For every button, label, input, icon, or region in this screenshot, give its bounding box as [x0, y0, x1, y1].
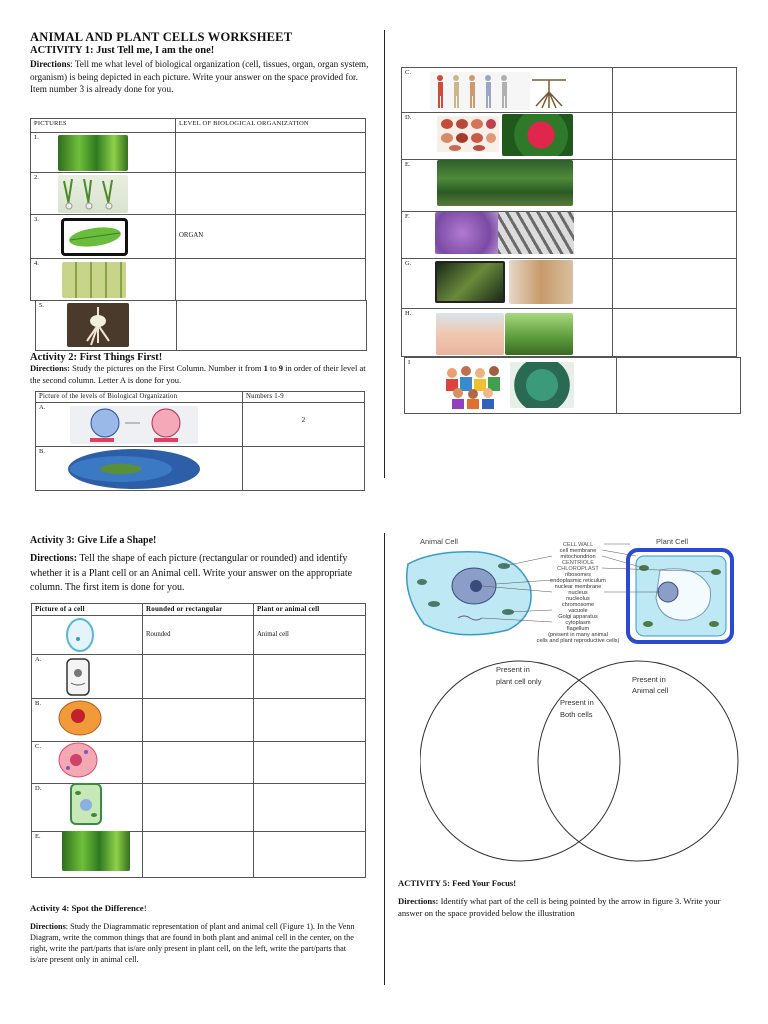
microscope-tissue-image: [435, 212, 503, 254]
answer-cell[interactable]: [613, 309, 737, 357]
answer-cell[interactable]: [143, 832, 254, 878]
answer-cell[interactable]: [177, 301, 367, 351]
answer-cell[interactable]: 2: [243, 403, 365, 447]
answer-cell[interactable]: [143, 699, 254, 742]
activity3-heading: Activity 3: Give Life a Shape!: [30, 535, 157, 546]
answer-cell[interactable]: [613, 259, 737, 309]
page-divider-top: [384, 30, 385, 478]
activity1-heading: ACTIVITY 1: Just Tell me, I am the one!: [30, 45, 215, 56]
leaves-cluster-image: [510, 362, 574, 408]
table-row: D.: [402, 113, 737, 160]
table-row: 4.: [31, 259, 366, 301]
svg-text:nucleolus: nucleolus: [566, 596, 590, 602]
activity1-directions: Directions: Tell me what level of biological organization (cell, tissues, organ, organ system, organism) is being depicted in each picture. Write your answer on the space provided for. Item number 3 is already done for you.: [30, 59, 369, 94]
activity2-heading: Activity 2: First Things First!: [30, 352, 163, 363]
activity5-directions: Directions: Identify what part of the cell is being pointed by the arrow in figure 3. Write your answer on the space provided below the illustration: [398, 896, 721, 918]
world-map-image: [68, 449, 200, 489]
venn-left-label-2: plant cell only: [496, 677, 542, 686]
table-row: I: [405, 358, 741, 414]
root-plant-image: [67, 303, 129, 347]
table-row: C.: [402, 68, 737, 113]
plant-cell-title: Plant Cell: [656, 537, 689, 546]
answer-cell[interactable]: [613, 212, 737, 259]
table-row: D.: [32, 784, 366, 832]
baby-image: [436, 313, 504, 355]
svg-text:endoplasmic reticulum: endoplasmic reticulum: [550, 578, 606, 584]
venn-left-circle: [420, 661, 620, 861]
page-divider-bottom: [384, 533, 385, 985]
leaf-tissue-image: [58, 135, 128, 171]
answer-cell[interactable]: [613, 113, 737, 160]
table-row: A.: [32, 655, 366, 699]
activity3-directions: Directions: Tell the shape of each picture (rectangular or rounded) and identify whether it is a Plant cell or an Animal cell. Write your answer on the appropriate column. The first item is done for you.: [30, 553, 353, 593]
col-level: LEVEL OF BIOLOGICAL ORGANIZATION: [176, 119, 366, 133]
answer-cell[interactable]: Rounded: [143, 616, 254, 655]
plant-cell-green-image: [68, 781, 104, 827]
leaf-dark-image: [435, 261, 505, 303]
answer-cell[interactable]: [143, 784, 254, 832]
answer-cell[interactable]: [143, 742, 254, 784]
answer-cell[interactable]: [176, 173, 366, 215]
answer-cell[interactable]: ORGAN: [176, 215, 366, 259]
plant-cells-image: [62, 262, 126, 298]
svg-text:chromosome: chromosome: [561, 602, 595, 608]
answer-cell[interactable]: [254, 655, 366, 699]
svg-text:cytoplasm: cytoplasm: [565, 620, 591, 626]
answer-cell[interactable]: [143, 655, 254, 699]
svg-text:flagellum: flagellum: [566, 626, 590, 632]
activity4-directions: Directions: Study the Diagrammatic representation of plant and animal cell (Figure 1). In the Venn Diagram, write the common things that are found in both plant and animal cell in the center, on the right, write the part/parts that is/are only present in plant cell, on the left, write the part/parts that is/are present only in animal cell.: [30, 922, 355, 964]
answer-cell[interactable]: [617, 358, 741, 414]
svg-text:ribosomes: ribosomes: [565, 572, 591, 578]
col-shape: Rounded or rectangular: [143, 604, 254, 616]
svg-text:Golgi apparatus: Golgi apparatus: [558, 614, 598, 620]
organs-image: [437, 116, 499, 152]
svg-text:mitochondrion: mitochondrion: [560, 554, 596, 560]
svg-text:(present in many animal: (present in many animal: [548, 632, 608, 638]
plant-tissue-image: [498, 212, 574, 254]
venn-right-label-2: Animal cell: [632, 686, 669, 695]
svg-text:vacuole: vacuole: [568, 608, 588, 614]
venn-center-label-2: Both cells: [560, 710, 593, 719]
svg-text:nuclear membrane: nuclear membrane: [554, 584, 602, 590]
activity4-heading: Activity 4: Spot the Difference!: [30, 903, 147, 913]
answer-cell[interactable]: Animal cell: [254, 616, 366, 655]
animal-cell-title: Animal Cell: [420, 537, 458, 546]
answer-cell[interactable]: [243, 447, 365, 491]
answer-cell[interactable]: [254, 699, 366, 742]
animal-cell-blue-image: [62, 617, 98, 653]
table-row: A. 2: [36, 403, 365, 447]
answer-cell[interactable]: [254, 832, 366, 878]
table-row: 1.: [31, 133, 366, 173]
cells-to-tissue-image: [70, 406, 198, 444]
table-row: 2.: [31, 173, 366, 215]
answer-cell[interactable]: [176, 259, 366, 301]
plant-animal-cell-diagram: [398, 534, 744, 650]
answer-cell[interactable]: [613, 68, 737, 113]
human-body-systems-image: [430, 72, 530, 110]
person-dog-image: [509, 260, 573, 304]
table-row: E.: [32, 832, 366, 878]
activity2-directions: Directions: Study the pictures on the First Column. Number it from 1 to 9 in order of their level at the second column. Letter A is done for you.: [30, 363, 366, 385]
svg-text:cell membrane: cell membrane: [559, 548, 597, 554]
table-row: H.: [402, 309, 737, 357]
col-pictures: PICTURES: [31, 119, 176, 133]
table-row: C.: [32, 742, 366, 784]
answer-cell[interactable]: [613, 160, 737, 212]
roots-image: [528, 74, 570, 110]
seedling-image: [505, 313, 573, 355]
venn-center-label-1: Present in: [560, 698, 594, 707]
answer-cell[interactable]: [176, 133, 366, 173]
activity5-heading: ACTIVITY 5: Feed Your Focus!: [398, 878, 517, 888]
forest-ecosystem-image: [437, 160, 573, 206]
svg-text:cells and plant reproductive c: cells and plant reproductive cells): [536, 638, 620, 644]
svg-text:CHLOROPLAST: CHLOROPLAST: [557, 566, 599, 572]
leaf-image: [61, 218, 128, 256]
animal-cell-pink-image: [56, 740, 100, 780]
table-row: F.: [402, 212, 737, 259]
venn-diagram: [420, 655, 740, 867]
hibiscus-flower-image: [502, 114, 573, 156]
crowd-image: [442, 361, 504, 409]
col-pictures: Picture of the levels of Biological Organization: [36, 392, 243, 403]
worksheet-title: ANIMAL AND PLANT CELLS WORKSHEET: [30, 30, 293, 44]
table-row: G.: [402, 259, 737, 309]
svg-text:CENTRIOLE: CENTRIOLE: [561, 560, 595, 566]
animal-cell-orange-image: [56, 698, 104, 738]
venn-left-label-1: Present in: [496, 665, 530, 674]
table-row: 5.: [36, 301, 367, 351]
table-row: E.: [402, 160, 737, 212]
col-numbers: Numbers 1-9: [243, 392, 365, 403]
col-picture: Picture of a cell: [32, 604, 143, 616]
svg-text:CELL WALL: CELL WALL: [562, 542, 594, 548]
table-row: B.: [36, 447, 365, 491]
plant-cell-sketch-image: [64, 657, 92, 697]
svg-text:nucleus: nucleus: [568, 590, 588, 596]
onion-plants-image: [58, 175, 128, 213]
venn-right-label-1: Present in: [632, 675, 666, 684]
answer-cell[interactable]: [254, 742, 366, 784]
answer-cell[interactable]: [254, 784, 366, 832]
col-type: Plant or animal cell: [254, 604, 366, 616]
plant-tissue-green-image: [62, 831, 130, 871]
table-row: 3. ORGAN: [31, 215, 366, 259]
table-row: B.: [32, 699, 366, 742]
